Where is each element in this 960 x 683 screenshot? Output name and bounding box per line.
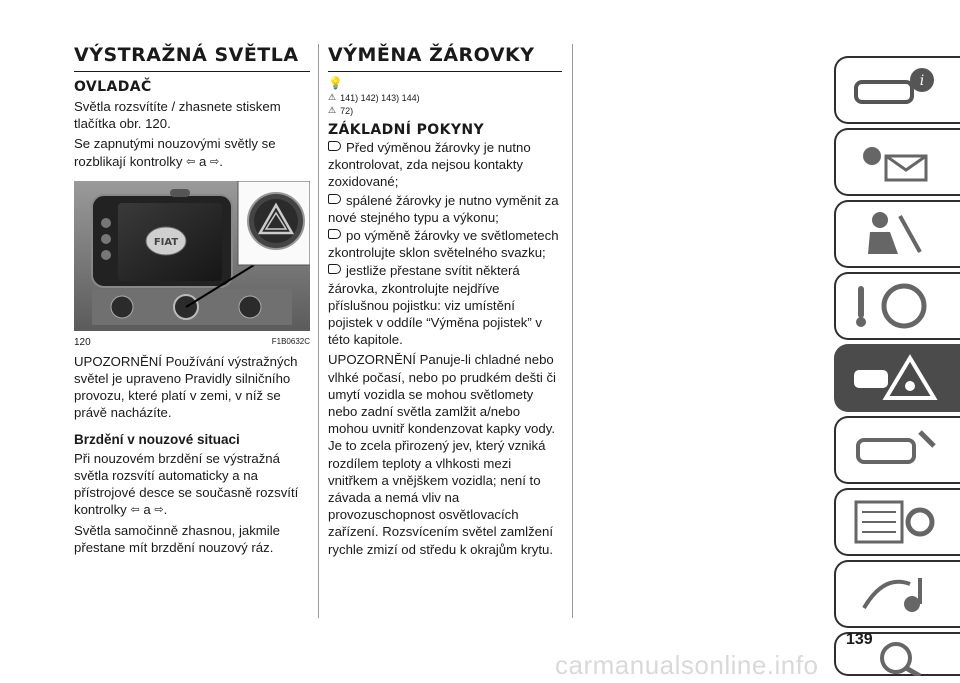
bullet-item: spálené žárovky je nutno vyměnit za nové stejného typu a výkonu;	[328, 192, 559, 225]
paragraph-2: Se zapnutými nouzovými světly se rozblikají kontrolky ⇦ a ⇨.	[74, 135, 310, 170]
warning-lights-icon	[850, 136, 940, 186]
car-info-icon	[850, 64, 940, 114]
caution-icon: ⚠	[328, 105, 337, 115]
turn-signal-icon: ⇨	[154, 504, 164, 517]
steering-start-icon	[850, 280, 940, 330]
chapter-sidebar	[826, 0, 960, 683]
paragraph-4: Světla samočinně zhasnou, jakmile přestane mít brzdění nouzový ráz.	[74, 523, 280, 556]
bullet-item: Před výměnou žárovky je nutno zkontrolovat, zda nejsou kontakty zoxidované;	[328, 140, 531, 190]
figure-number: 120	[74, 336, 91, 348]
figure-code: F1B0632C	[271, 336, 310, 346]
bulb-bullet-icon	[328, 229, 341, 239]
warning-triangle-icon: ⚠	[328, 92, 337, 102]
tab-technical-data[interactable]	[834, 488, 960, 556]
tab-maintenance[interactable]	[834, 416, 960, 484]
section-heading-basic-instructions: ZÁKLADNÍ POKYNY	[328, 122, 485, 138]
left-column	[74, 44, 310, 557]
maintenance-car-icon	[850, 424, 940, 474]
tab-emergency[interactable]	[834, 344, 960, 412]
tab-starting-driving[interactable]	[834, 272, 960, 340]
tab-car-info[interactable]	[834, 56, 960, 124]
technical-data-icon	[850, 496, 940, 546]
figure-120	[74, 181, 310, 348]
warning-references-1: ⚠ 141) 142) 143) 144)	[328, 92, 420, 103]
footer-watermark: carmanualsonline.info	[555, 650, 819, 680]
bulb-icon: 💡	[328, 76, 343, 90]
turn-signal-icon: ⇦	[130, 504, 140, 517]
tab-safety[interactable]	[834, 200, 960, 268]
page-title-right: VÝMĚNA ŽÁROVKY	[328, 44, 562, 72]
page-title-left: VÝSTRAŽNÁ SVĚTLA	[74, 44, 310, 72]
svg-text:FIAT: FIAT	[153, 236, 179, 248]
section-heading-braking: Brzdění v nouzové situaci	[74, 431, 240, 447]
column-divider-2	[572, 44, 573, 618]
page-number: 139	[846, 631, 873, 648]
hazard-button-photo	[74, 181, 310, 331]
turn-signal-icon: ⇦	[186, 155, 196, 168]
multimedia-icon	[850, 568, 940, 618]
warning-paragraph: UPOZORNĚNÍ Používání výstražných světel je upraveno Pravidly silničního provozu, které platí v zemi, v níž se právě nacházíte.	[74, 353, 298, 421]
bullet-item: po výměně žárovky ve světlometech zkontrolujte sklon světelného svazku;	[328, 228, 559, 261]
bulb-bullet-icon	[328, 141, 341, 151]
bullet-item: jestliže přestane svítit některá žárovka, zkontrolujte nejdříve příslušnou pojistku: viz umístění pojistek v oddíle “Výměna pojistek” v této kapitole.	[328, 263, 543, 348]
paragraph-1: Světla rozsvítíte / zhasnete stiskem tlačítka obr. 120.	[74, 99, 281, 132]
bulb-bullet-icon	[328, 194, 341, 204]
turn-signal-icon: ⇨	[210, 155, 220, 168]
condensation-warning: UPOZORNĚNÍ Panuje-li chladné nebo vlhké počasí, nebo po prudkém dešti či umytí vozidla se mohou světlomety nebo zadní světla zamlžit a/nebo mohou uvnitř kondenzovat kapky vody. Je to zcela přirozený jev, který vzniká rozdílem teploty a vlhkosti mezi vnitřkem a vnějškem vozidla; není to závada a nemá vliv na provozuschopnost osvětlovacích zařízení. Rozsvícením světel zamlžení rychle zmizí od středu k okrajům krytu.	[328, 352, 556, 557]
bulb-bullet-icon	[328, 264, 341, 274]
section-heading-ovladac: OVLADAČ	[74, 79, 152, 95]
warning-references-2: ⚠ 72)	[328, 105, 354, 116]
right-column	[328, 44, 562, 558]
svg-text:i: i	[919, 73, 925, 89]
tab-multimedia[interactable]	[834, 560, 960, 628]
column-divider-1	[318, 44, 319, 618]
paragraph-3: Při nouzovém brzdění se výstražná světla rozsvítí automaticky a na přístrojové desce se současně rozsvítí kontrolky ⇦ a ⇨.	[74, 450, 310, 520]
airbag-safety-icon	[850, 208, 940, 258]
tab-warning-lights[interactable]	[834, 128, 960, 196]
emergency-icon	[850, 352, 940, 402]
